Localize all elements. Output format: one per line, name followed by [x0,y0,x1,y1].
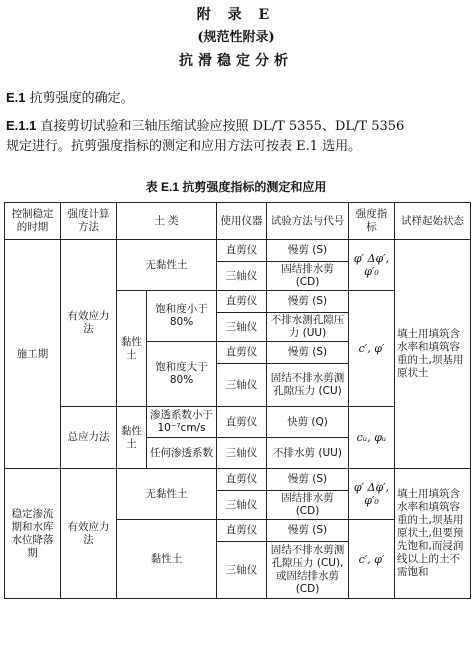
header-state: 试样起始状态 [395,203,471,240]
section-e11-text-1: 直接剪切试验和三轴压缩试验应按照 DL/T 5355、DL/T 5356 [40,119,405,134]
index-c-phi-1: c′, φ′ [349,291,395,407]
test-slow: 慢剪 (S) [267,240,349,262]
index-phi-set-2: φ′ Δφ′, φ′₀ [349,469,395,520]
period-construction: 施工期 [5,240,61,469]
state-seepage: 填土用填筑含水率和填筑容重的土,坝基用原状土,但要预先饱和,而浸润线以上的土不需饱和 [395,469,471,599]
permeability-lt: 渗透系数小于 10⁻⁷cm/s [147,407,217,438]
soil-cohesive-1: 黏性土 [117,291,147,407]
section-e1-text: 抗剪强度的确定。 [29,91,134,106]
test-cd: 固结排水剪 (CD) [267,262,349,291]
section-e11 [6,116,468,157]
device-triaxial: 三轴仪 [217,542,267,599]
header-period: 控制稳定的时期 [5,203,61,240]
device-direct: 直剪仪 [217,240,267,262]
device-direct: 直剪仪 [217,342,267,364]
index-phi-set-1: φ′ Δφ′, φ′₀ [349,240,395,291]
test-slow: 慢剪 (S) [267,291,349,313]
test-cu-cd: 固结不排水剪测孔隙压力 (CU) [267,364,349,407]
appendix-label: 附 录 E [196,7,276,23]
soil-cohesive-3: 黏性土 [117,520,217,599]
header-method: 强度计算方法 [61,203,117,240]
test-quick: 快剪 (Q) [267,407,349,438]
method-total: 总应力法 [61,407,117,469]
index-c-phi-2: c′, φ′ [349,520,395,599]
device-triaxial: 三轴仪 [217,438,267,469]
test-slow: 慢剪 (S) [267,342,349,364]
test-cu-or-cd: 固结不排水剪测孔隙压力 (CU),或固结排水剪 (CD) [267,542,349,599]
saturation-lt-80: 饱和度小于 80% [147,291,217,342]
state-construction: 填土用填筑含水率和填筑容重的土,坝基用原状土 [395,240,471,469]
appendix-kind: (规范性附录) [197,30,275,45]
method-effective-1: 有效应力法 [61,240,117,407]
test-uu: 不排水剪 (UU) [267,438,349,469]
header-soil: 土 类 [117,203,217,240]
header-device: 使用仪器 [217,203,267,240]
soil-noncohesive-1: 无黏性土 [117,240,217,291]
test-slow: 慢剪 (S) [267,469,349,491]
device-triaxial: 三轴仪 [217,364,267,407]
soil-noncohesive-2: 无黏性土 [117,469,217,520]
permeability-any: 任何渗透系数 [147,438,217,469]
device-triaxial: 三轴仪 [217,491,267,520]
device-direct: 直剪仪 [217,407,267,438]
section-e1 [6,88,468,109]
device-direct: 直剪仪 [217,520,267,542]
appendix-title: 抗滑稳定分析 [179,53,293,69]
method-effective-2: 有效应力法 [61,469,117,599]
device-direct: 直剪仪 [217,291,267,313]
shear-strength-table [4,202,471,599]
table-caption: 表 E.1 抗剪强度指标的测定和应用 [145,180,327,194]
section-e11-text-2: 规定进行。抗剪强度指标的测定和应用方法可按表 E.1 选用。 [6,139,362,154]
section-e1-number: E.1 [6,90,26,105]
section-e11-number: E.1.1 [6,118,37,133]
header-index: 强度指标 [349,203,395,240]
device-triaxial: 三轴仪 [217,313,267,342]
table-header-row [5,203,471,240]
device-direct: 直剪仪 [217,469,267,491]
period-seepage: 稳定渗流期和水库水位降落期 [5,469,61,599]
saturation-gt-80: 饱和度大于 80% [147,342,217,407]
index-cu-phiu: cᵤ, φᵤ [349,407,395,469]
test-uu-pore: 不排水测孔隙压力 (UU) [267,313,349,342]
device-triaxial: 三轴仪 [217,262,267,291]
soil-cohesive-2: 黏性土 [117,407,147,469]
test-slow: 慢剪 (S) [267,520,349,542]
test-cd: 固结排水剪 (CD) [267,491,349,520]
header-test: 试验方法与代号 [267,203,349,240]
